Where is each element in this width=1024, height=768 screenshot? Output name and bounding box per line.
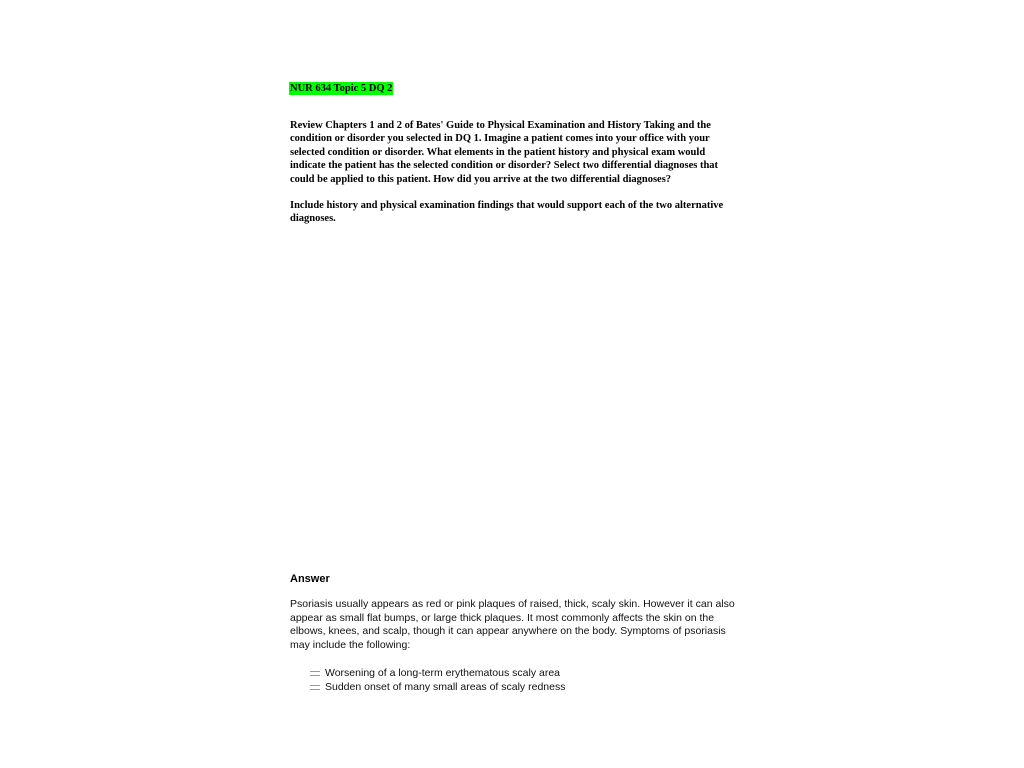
- bullet-icon: [310, 683, 320, 692]
- bullet-icon: [310, 669, 320, 678]
- symptom-text: Sudden onset of many small areas of scaly redness: [325, 680, 566, 693]
- symptom-text: Worsening of a long-term erythematous scaly area: [325, 667, 560, 679]
- list-item: [310, 681, 565, 695]
- question-block: [290, 119, 738, 226]
- list-item: [310, 667, 565, 681]
- document-title: NUR 634 Topic 5 DQ 2: [290, 83, 393, 94]
- question-followup-paragraph: Include history and physical examination findings that would support each of the two alternative diagnoses.: [290, 200, 724, 225]
- answer-heading: Answer: [290, 573, 330, 585]
- question-paragraph: Review Chapters 1 and 2 of Bates' Guide to Physical Examination and History Taking and the condition or disorder you selected in DQ 1. Imagine a patient comes into your office with your selected condition or disorder. What elements in the patient history and physical exam would indicate the patient has the selected condition or disorder? Select two differential diagnoses that could be applied to this patient. How did you arrive at the two differential diagnoses?: [290, 120, 719, 185]
- answer-paragraph: Psoriasis usually appears as red or pink plaques of raised, thick, scaly skin. However it can also appear as small flat bumps, or large thick plaques. It most commonly affects the skin on the elbows, knees, and scalp, though it can appear anywhere on the body. Symptoms of psoriasis may include the following:: [290, 598, 735, 651]
- symptom-list: [310, 667, 565, 694]
